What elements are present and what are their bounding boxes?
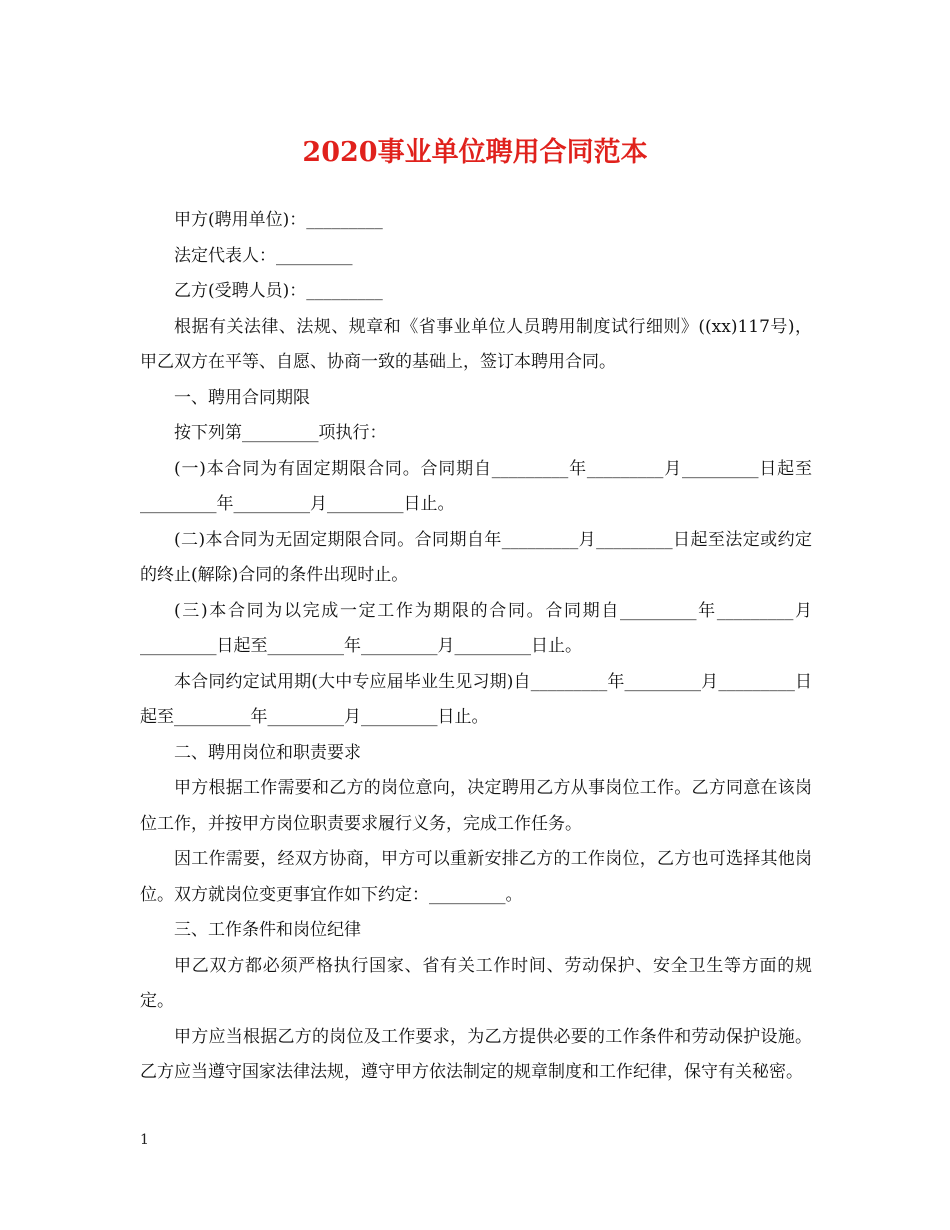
section-heading-3: 三、工作条件和岗位纪律 bbox=[174, 920, 361, 940]
section-heading-2: 二、聘用岗位和职责要求 bbox=[174, 742, 361, 763]
position-paragraph: 甲方根据工作需要和乙方的岗位意向，决定聘用乙方从事岗位工作。乙方同意在该岗位工作，并按甲方岗位职责要求履行义务，完成工作任务。 bbox=[140, 778, 812, 834]
open-term-clause: (二)本合同为无固定期限合同。合同期自年_________月_________日起至法定或约定的终止(解除)合同的条件出现时止。 bbox=[140, 529, 812, 585]
party-b-line: 乙方(受聘人员)：_________ bbox=[174, 281, 383, 301]
work-conditions-paragraph: 甲方应当根据乙方的岗位及工作要求，为乙方提供必要的工作条件和劳动保护设施。乙方应当遵守国家法律法规，遵守甲方依法制定的规章制度和工作纪律，保守有关秘密。 bbox=[140, 1026, 812, 1082]
probation-clause: 本合同约定试用期(大中专应届毕业生见习期)自_________年_________月_________日起至_________年_________月_________日止。 bbox=[140, 671, 812, 727]
preamble-paragraph: 根据有关法律、法规、规章和《省事业单位人员聘用制度试行细则》((xx)117号)，甲乙双方在平等、自愿、协商一致的基础上，签订本聘用合同。 bbox=[140, 316, 812, 372]
document-title: 2020事业单位聘用合同范本 bbox=[302, 137, 648, 168]
legal-representative-line: 法定代表人：_________ bbox=[174, 245, 353, 266]
document-body bbox=[140, 203, 812, 1091]
work-regulations-paragraph: 甲乙双方都必须严格执行国家、省有关工作时间、劳动保护、安全卫生等方面的规定。 bbox=[140, 955, 812, 1011]
fixed-term-clause: (一)本合同为有固定期限合同。合同期自_________年_________月_________日起至_________年_________月_________日止。 bbox=[140, 458, 812, 514]
page-number: 1 bbox=[140, 1132, 149, 1148]
section-heading-1: 一、聘用合同期限 bbox=[174, 387, 310, 408]
party-a-line: 甲方(聘用单位)：_________ bbox=[174, 210, 383, 230]
contract-term-choice: 按下列第_________项执行： bbox=[174, 423, 387, 443]
task-term-clause: (三)本合同为以完成一定工作为期限的合同。合同期自_________年_________月_________日起至_________年_________月_________日止。 bbox=[140, 600, 812, 656]
position-change-paragraph: 因工作需要，经双方协商，甲方可以重新安排乙方的工作岗位，乙方也可选择其他岗位。双方就岗位变更事宜作如下约定：_________。 bbox=[140, 849, 812, 905]
